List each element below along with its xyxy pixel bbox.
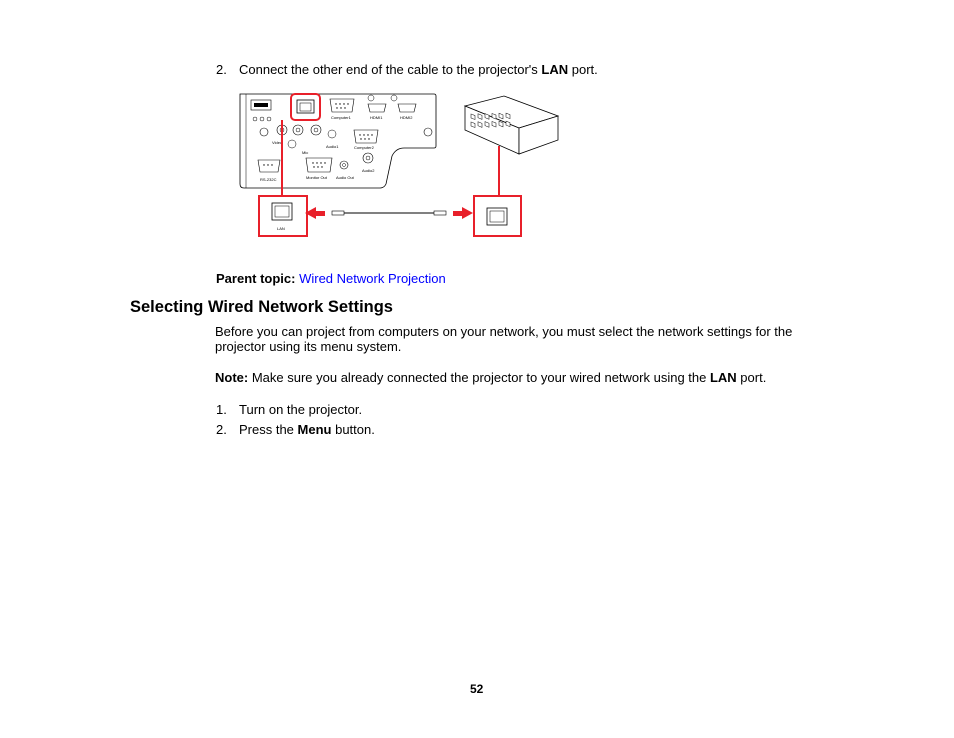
step-number: 2.	[216, 422, 227, 437]
note-label: Note:	[215, 370, 249, 385]
note-paragraph: Note: Make sure you already connected the projector to your wired network using the LAN port.	[215, 370, 767, 385]
menu-button-name: Menu	[297, 422, 332, 437]
lan-connection-illustration	[236, 86, 566, 242]
parent-topic-link[interactable]: Wired Network Projection	[299, 271, 446, 286]
step-text: Connect the other end of the cable to the projector's LAN port.	[239, 62, 598, 77]
step-number: 2.	[216, 62, 227, 77]
monitor-out-label: Monitor Out	[306, 175, 327, 180]
hdmi2-label: HDMI2	[400, 115, 413, 120]
intro-paragraph: Before you can project from computers on your network, you must select the network settings for the projector using its menu system.	[215, 324, 793, 354]
computer2-label: Computer2	[354, 145, 374, 150]
page-number: 52	[470, 682, 484, 696]
parent-topic-label: Parent topic:	[216, 271, 296, 286]
step-text: Turn on the projector.	[239, 402, 363, 417]
parent-topic	[216, 271, 446, 286]
hdmi1-label: HDMI1	[370, 115, 383, 120]
computer1-label: Computer1	[331, 115, 351, 120]
rs232c-label: RS-232C	[260, 177, 277, 182]
audio-out-label: Audio Out	[336, 175, 354, 180]
audio2-label: Audio2	[362, 168, 375, 173]
step-text: Press the Menu button.	[239, 422, 375, 437]
mic-label: Mic	[302, 150, 309, 155]
step-number: 1.	[216, 402, 227, 417]
lan-label: LAN	[277, 226, 285, 231]
section-heading: Selecting Wired Network Settings	[130, 298, 393, 316]
audio1-label: Audio1	[326, 144, 339, 149]
video-label: Video	[272, 140, 283, 145]
